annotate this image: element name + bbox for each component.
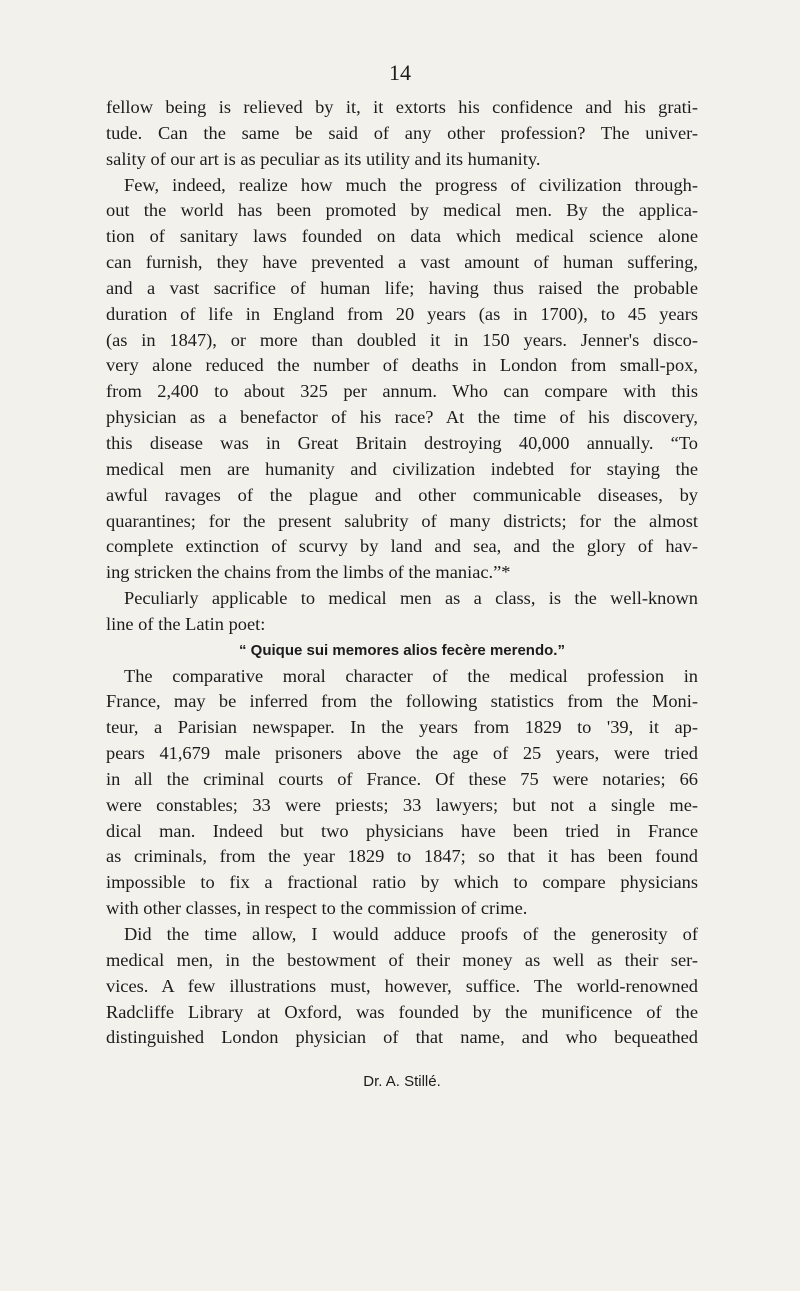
text-line: out the world has been promoted by medical men. By the applica-	[106, 200, 698, 221]
text-line: from 2,400 to about 325 per annum. Who can compare with this	[106, 381, 698, 402]
text-line: France, may be inferred from the following statistics from the Moni-	[106, 691, 698, 712]
text-line: this disease was in Great Britain destroying 40,000 annually. “To	[106, 432, 698, 453]
text-line: medical men, in the bestowment of their money as well as their ser-	[106, 949, 698, 970]
text-line: very alone reduced the number of deaths in London from small-pox,	[106, 355, 698, 376]
text-line: The comparative moral character of the medical profession in	[124, 665, 698, 686]
text-line: Radcliffe Library at Oxford, was founded by the munificence of the	[106, 1001, 698, 1022]
text-line: can furnish, they have prevented a vast amount of human suffering,	[106, 252, 698, 273]
text-line: physician as a benefactor of his race? At the time of his discovery,	[106, 407, 698, 428]
text-line: duration of life in England from 20 years (as in 1700), to 45 years	[106, 303, 698, 324]
text-line: in all the criminal courts of France. Of these 75 were notaries; 66	[106, 768, 698, 789]
text-line: pears 41,679 male prisoners above the age of 25 years, were tried	[106, 743, 698, 764]
text-line: with other classes, in respect to the commission of crime.	[106, 898, 528, 919]
text-line: Did the time allow, I would adduce proofs of the generosity of	[124, 924, 698, 944]
author-signature: Dr. A. Stillé.	[363, 1073, 441, 1091]
text-line: complete extinction of scurvy by land and sea, and the glory of hav-	[106, 536, 698, 557]
text-line: distinguished London physician of that name, and who bequeathed	[106, 1027, 698, 1048]
text-line: (as in 1847), or more than doubled it in 150 years. Jenner's disco-	[106, 329, 698, 350]
text-line: line of the Latin poet:	[106, 613, 266, 634]
text-line: teur, a Parisian newspaper. In the years from 1829 to '39, it ap-	[106, 717, 698, 738]
text-line: awful ravages of the plague and other communicable diseases, by	[106, 484, 698, 505]
text-line: ing stricken the chains from the limbs of the maniac.”*	[106, 562, 511, 583]
text-line: quarantines; for the present salubrity of many districts; for the almost	[106, 510, 698, 531]
text-line: Peculiarly applicable to medical men as a class, is the well-known	[124, 588, 698, 609]
text-line: tion of sanitary laws founded on data which medical science alone	[106, 226, 698, 247]
text-line: medical men are humanity and civilization indebted for staying the	[106, 458, 698, 479]
page-number: 14	[389, 60, 411, 85]
text-line: sality of our art is as peculiar as its utility and its humanity.	[106, 148, 541, 169]
latin-quote: “ Quique sui memores alios fecère merendo.”	[239, 641, 565, 659]
text-line: were constables; 33 were priests; 33 lawyers; but not a single me-	[106, 794, 698, 815]
text-line: and a vast sacrifice of human life; having thus raised the probable	[106, 277, 698, 298]
text-line: as criminals, from the year 1829 to 1847; so that it has been found	[106, 846, 698, 867]
text-line: vices. A few illustrations must, however, suffice. The world-renowned	[106, 975, 698, 996]
text-line: fellow being is relieved by it, it extorts his confidence and his grati-	[106, 97, 698, 117]
text-line: impossible to fix a fractional ratio by which to compare physicians	[106, 872, 698, 893]
text-line: dical man. Indeed but two physicians have been tried in France	[106, 820, 698, 841]
text-line: tude. Can the same be said of any other profession? The univer-	[106, 122, 698, 143]
text-line: Few, indeed, realize how much the progress of civilization through-	[124, 174, 698, 195]
body-text	[106, 95, 698, 1095]
